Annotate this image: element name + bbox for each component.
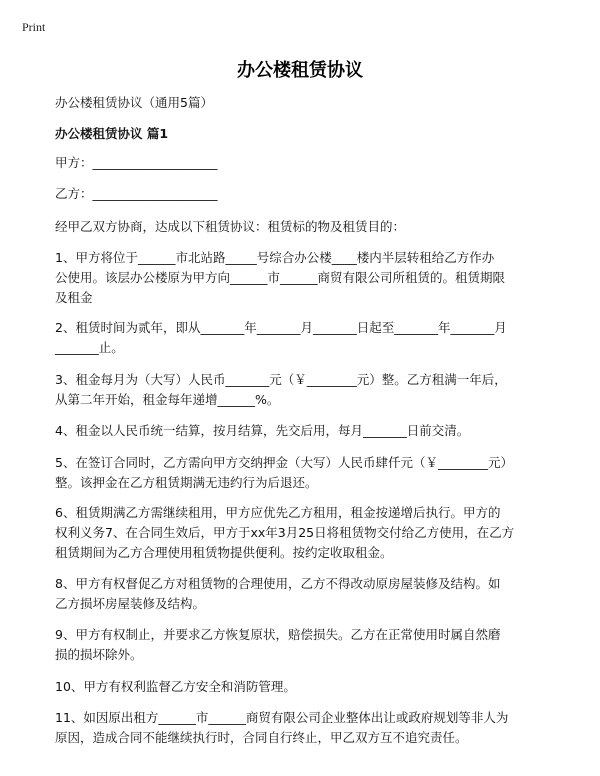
clause-8-line-2: 乙方损坏房屋装修及结构。 (55, 596, 206, 611)
intro-paragraph: 经甲乙双方协商，达成以下租赁协议：租赁标的物及租赁目的： (55, 219, 406, 234)
clause-8-line-1: 8、甲方有权督促乙方对租赁物的合理使用，乙方不得改动原房屋装修及结构。如 (55, 576, 501, 591)
clause-6-line-3: 租赁期间为乙方合理使用租赁物提供便利。按约定收取租金。 (55, 545, 393, 560)
clause-6-line-2: 权利义务7、在合同生效后，甲方于xx年3月25日将租赁物交付给乙方使用，在乙方 (55, 525, 515, 540)
clause-11-line-1: 11、如因原出租方______市______商贸有限公司企业整体出让或政府规划等非人为 (55, 710, 509, 725)
clause-2-line-1: 2、租赁时间为贰年，即从_______年_______月_______日起至_______年_______月 (55, 320, 507, 335)
clause-9-line-1: 9、甲方有权制止，并要求乙方恢复原状，赔偿损失。乙方在正常使用时属自然磨 (55, 627, 501, 642)
document-subtitle: 办公楼租赁协议（通用5篇） (55, 95, 213, 110)
section-heading: 办公楼租赁协议 篇1 (55, 126, 169, 141)
clause-4-line-1: 4、租金以人民币统一结算，按月结算，先交后用，每月_______日前交清。 (55, 423, 470, 438)
clause-2-line-2: _______止。 (55, 340, 124, 355)
clause-5-line-2: 整。该押金在乙方租赁期满无违约行为后退还。 (55, 475, 318, 490)
clause-1-line-1: 1、甲方将位于______市北站路_____号综合办公楼____楼内半层转租给乙方作办 (55, 250, 495, 265)
clause-10-line-1: 10、甲方有权利监督乙方安全和消防管理。 (55, 679, 296, 694)
print-link[interactable]: Print (22, 20, 46, 34)
clause-1-line-2: 公使用。该层办公楼原为甲方向______市______商贸有限公司所租赁的。租赁期限 (55, 270, 506, 285)
document-title: 办公楼租赁协议 (237, 60, 363, 81)
party-b-line: 乙方：____________________ (55, 186, 218, 201)
clause-11-line-2: 原因，造成合同不能继续执行时，合同自行终止，甲乙双方互不追究责任。 (55, 730, 468, 745)
clause-3-line-1: 3、租金每月为（大写）人民币_______元（￥________元）整。乙方租满一年后， (55, 372, 507, 387)
party-a-line: 甲方：____________________ (55, 155, 218, 170)
clause-1-line-3: 及租金 (55, 290, 93, 305)
clause-5-line-1: 5、在签订合同时，乙方需向甲方交纳押金（大写）人民币肆仟元（￥________元） (55, 455, 513, 470)
clause-3-line-2: 从第二年开始，租金每年递增______%。 (55, 392, 280, 407)
clause-9-line-2: 损的损坏除外。 (55, 647, 143, 662)
clause-6-line-1: 6、租赁期满乙方需继续租用，甲方应优先乙方租用，租金按递增后执行。甲方的 (55, 505, 501, 520)
